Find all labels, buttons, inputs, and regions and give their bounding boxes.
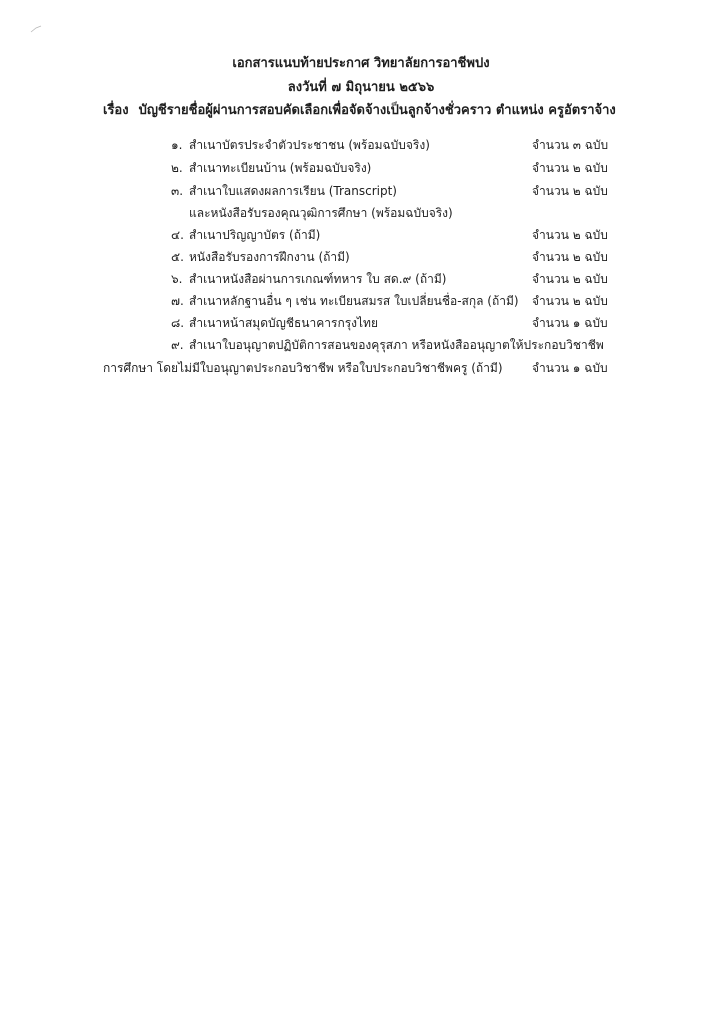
- document-date: ลงวันที่ ๗ มิถุนายน ๒๕๖๖: [287, 80, 435, 95]
- item-number: ๒.: [171, 161, 183, 175]
- item-text: สำเนาหนังสือผ่านการเกณฑ์ทหาร ใบ สด.๙ (ถ้ามี): [189, 272, 447, 286]
- item-text: สำเนาใบแสดงผลการเรียน (Transcript): [189, 184, 397, 198]
- item-quantity: จำนวน ๒ ฉบับ: [532, 161, 608, 175]
- item-quantity: จำนวน ๑ ฉบับ: [532, 316, 608, 330]
- item-number: ๗.: [171, 294, 184, 308]
- item-quantity: จำนวน ๓ ฉบับ: [532, 138, 609, 152]
- subject-text: บัญชีรายชื่อผู้ผ่านการสอบคัดเลือกเพื่อจัดจ้างเป็นลูกจ้างชั่วคราว ตำแหน่ง ครูอัตราจ้าง: [138, 103, 616, 118]
- item-text: สำเนาทะเบียนบ้าน (พร้อมฉบับจริง): [189, 161, 372, 175]
- item-number: ๖.: [171, 272, 183, 286]
- item-text: สำเนาปริญญาบัตร (ถ้ามี): [189, 228, 321, 242]
- item-number: ๘.: [171, 316, 185, 330]
- item-number: ๑.: [171, 138, 183, 152]
- item-quantity: จำนวน ๑ ฉบับ: [532, 361, 608, 375]
- document-title: เอกสารแนบท้ายประกาศ วิทยาลัยการอาชีพปง: [232, 56, 490, 71]
- item-number: ๕.: [171, 250, 184, 264]
- item-quantity: จำนวน ๒ ฉบับ: [532, 272, 608, 286]
- item-number: ๔.: [171, 228, 184, 242]
- document-subject: [103, 99, 616, 120]
- item-text-continued: และหนังสือรับรองคุณวุฒิการศึกษา (พร้อมฉบับจริง): [189, 206, 453, 220]
- item-number: ๙.: [171, 338, 184, 352]
- subject-label: เรื่อง: [103, 103, 129, 118]
- item-number: ๓.: [171, 184, 184, 198]
- item-text-continued: การศึกษา โดยไม่มีใบอนุญาตประกอบวิชาชีพ หรือใบประกอบวิชาชีพครู (ถ้ามี): [103, 361, 503, 375]
- item-quantity: จำนวน ๒ ฉบับ: [532, 184, 608, 198]
- item-text: สำเนาใบอนุญาตปฏิบัติการสอนของคุรุสภา หรือหนังสืออนุญาตให้ประกอบวิชาชีพ: [189, 338, 604, 352]
- item-quantity: จำนวน ๒ ฉบับ: [532, 294, 608, 308]
- item-text: สำเนาหลักฐานอื่น ๆ เช่น ทะเบียนสมรส ใบเปลี่ยนชื่อ-สกุล (ถ้ามี): [189, 294, 519, 308]
- scan-mark-icon: [30, 24, 42, 34]
- item-text: สำเนาหน้าสมุดบัญชีธนาคารกรุงไทย: [189, 316, 378, 330]
- item-text: หนังสือรับรองการฝึกงาน (ถ้ามี): [189, 250, 350, 264]
- item-quantity: จำนวน ๒ ฉบับ: [532, 250, 608, 264]
- item-quantity: จำนวน ๒ ฉบับ: [532, 228, 608, 242]
- item-text: สำเนาบัตรประจำตัวประชาชน (พร้อมฉบับจริง): [189, 138, 430, 152]
